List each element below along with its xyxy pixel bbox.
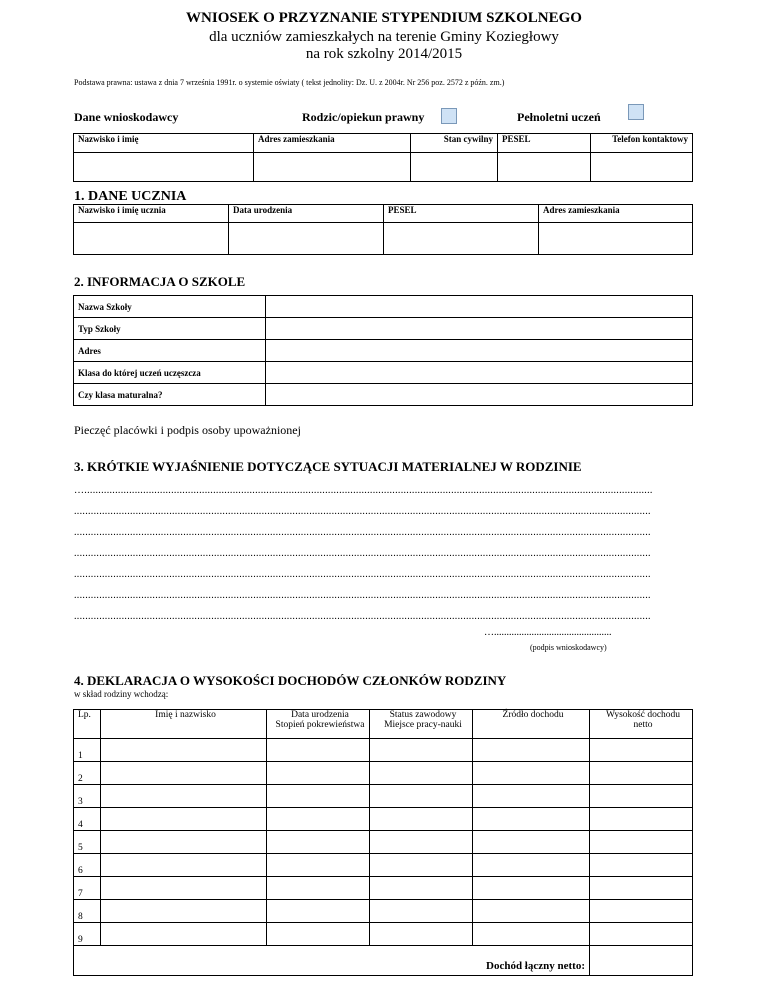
member-cell[interactable] <box>370 923 473 946</box>
school-table <box>73 295 693 406</box>
row-number: 2 <box>74 762 101 785</box>
col-relation-label: Stopień pokrewieństwa <box>275 720 365 730</box>
explanation-line[interactable]: …........................................................................................................................................................................................................... <box>74 485 653 496</box>
col-status-workplace <box>370 710 473 739</box>
member-cell[interactable] <box>267 739 370 762</box>
member-cell[interactable] <box>590 923 693 946</box>
col-full-name: Imię i nazwisko <box>101 710 267 739</box>
col-income-label: Wysokość dochodu <box>605 710 681 720</box>
member-cell[interactable] <box>101 785 267 808</box>
section1-title: 1. DANE UCZNIA <box>74 189 187 204</box>
applicant-name-field[interactable] <box>74 153 254 182</box>
member-cell[interactable] <box>101 831 267 854</box>
col-birth-label: Data urodzenia <box>291 710 349 720</box>
applicant-table <box>73 133 693 182</box>
member-cell[interactable] <box>267 877 370 900</box>
member-cell[interactable] <box>590 900 693 923</box>
member-cell[interactable] <box>590 808 693 831</box>
school-year: na rok szkolny 2014/2015 <box>305 46 463 62</box>
option-adult-label: Pełnoletni uczeń <box>517 110 601 124</box>
applicant-civil-status-field[interactable] <box>411 153 498 182</box>
member-cell[interactable] <box>101 739 267 762</box>
school-type-field[interactable] <box>266 318 693 340</box>
col-birth-date: Data urodzenia <box>229 205 384 223</box>
explanation-line[interactable]: .............................................................................................................................................................................................................. <box>74 569 651 580</box>
member-cell[interactable] <box>267 923 370 946</box>
col-name: Nazwisko i imię <box>74 134 254 153</box>
member-cell[interactable] <box>473 739 590 762</box>
option-parent-label: Rodzic/opiekun prawny <box>302 110 425 124</box>
signature-label: (podpis wnioskodawcy) <box>530 643 607 652</box>
total-income-label: Dochód łączny netto: <box>74 946 590 976</box>
col-student-name: Nazwisko i imię ucznia <box>74 205 229 223</box>
class-label: Klasa do której uczeń uczęszcza <box>74 362 266 384</box>
explanation-line[interactable]: .............................................................................................................................................................................................................. <box>74 611 651 622</box>
col-net-label: netto <box>633 720 653 730</box>
member-cell[interactable] <box>267 831 370 854</box>
school-name-field[interactable] <box>266 296 693 318</box>
explanation-line[interactable]: .............................................................................................................................................................................................................. <box>74 527 651 538</box>
explanation-line[interactable]: .............................................................................................................................................................................................................. <box>74 590 651 601</box>
section4-title: 4. DEKLARACJA O WYSOKOŚCI DOCHODÓW CZŁONKÓW RODZINY <box>74 673 507 688</box>
col-student-pesel: PESEL <box>384 205 539 223</box>
row-number: 5 <box>74 831 101 854</box>
explanation-line[interactable]: .............................................................................................................................................................................................................. <box>74 506 651 517</box>
applicant-pesel-field[interactable] <box>498 153 591 182</box>
col-pesel: PESEL <box>498 134 591 153</box>
member-cell[interactable] <box>590 762 693 785</box>
col-lp: Lp. <box>74 710 101 739</box>
member-cell[interactable] <box>370 854 473 877</box>
explanation-line[interactable]: .............................................................................................................................................................................................................. <box>74 548 651 559</box>
member-cell[interactable] <box>473 808 590 831</box>
col-workplace-label: Miejsce pracy-nauki <box>384 720 462 730</box>
parent-checkbox[interactable] <box>441 108 457 124</box>
member-cell[interactable] <box>473 762 590 785</box>
member-cell[interactable] <box>101 877 267 900</box>
student-name-field[interactable] <box>74 223 229 255</box>
member-cell[interactable] <box>473 854 590 877</box>
col-income-source: Źródło dochodu <box>473 710 590 739</box>
school-name-label: Nazwa Szkoły <box>74 296 266 318</box>
row-number: 4 <box>74 808 101 831</box>
student-birth-field[interactable] <box>229 223 384 255</box>
col-status-label: Status zawodowy <box>389 710 457 720</box>
member-cell[interactable] <box>370 808 473 831</box>
member-cell[interactable] <box>101 900 267 923</box>
row-number: 7 <box>74 877 101 900</box>
member-cell[interactable] <box>370 762 473 785</box>
col-phone: Telefon kontaktowy <box>591 134 693 153</box>
form-title: WNIOSEK O PRZYZNANIE STYPENDIUM SZKOLNEGO <box>186 10 582 26</box>
member-cell[interactable] <box>473 877 590 900</box>
member-cell[interactable] <box>370 831 473 854</box>
adult-student-checkbox[interactable] <box>628 104 644 120</box>
row-number: 1 <box>74 739 101 762</box>
section2-title: 2. INFORMACJA O SZKOLE <box>74 274 246 289</box>
school-address-label: Adres <box>74 340 266 362</box>
member-cell[interactable] <box>473 831 590 854</box>
row-number: 6 <box>74 854 101 877</box>
member-cell[interactable] <box>267 762 370 785</box>
member-cell[interactable] <box>473 923 590 946</box>
member-cell[interactable] <box>590 785 693 808</box>
student-address-field[interactable] <box>539 223 693 255</box>
member-cell[interactable] <box>590 739 693 762</box>
member-cell[interactable] <box>267 854 370 877</box>
member-cell[interactable] <box>267 900 370 923</box>
student-table <box>73 204 693 255</box>
member-cell[interactable] <box>101 854 267 877</box>
total-income-field[interactable] <box>590 946 693 976</box>
col-address: Adres zamieszkania <box>254 134 411 153</box>
row-number: 8 <box>74 900 101 923</box>
final-class-field[interactable] <box>266 384 693 406</box>
member-cell[interactable] <box>590 877 693 900</box>
applicant-phone-field[interactable] <box>591 153 693 182</box>
class-field[interactable] <box>266 362 693 384</box>
member-cell[interactable] <box>473 900 590 923</box>
school-type-label: Typ Szkoły <box>74 318 266 340</box>
member-cell[interactable] <box>267 808 370 831</box>
final-class-label: Czy klasa maturalna? <box>74 384 266 406</box>
legal-basis: Podstawa prawna: ustawa z dnia 7 września 1991r. o systemie oświaty ( tekst jednolity: Dz. U. z 2004r. Nr 256 poz. 2572 z późn. zm.) <box>74 78 505 87</box>
member-cell[interactable] <box>370 785 473 808</box>
section4-subtitle: w skład rodziny wchodzą: <box>74 689 169 699</box>
col-net-income <box>590 710 693 739</box>
member-cell[interactable] <box>473 785 590 808</box>
member-cell[interactable] <box>590 831 693 854</box>
member-cell[interactable] <box>101 762 267 785</box>
member-cell[interactable] <box>267 785 370 808</box>
school-address-field[interactable] <box>266 340 693 362</box>
member-cell[interactable] <box>370 877 473 900</box>
form-subtitle: dla uczniów zamieszkałych na terenie Gminy Koziegłowy <box>209 29 559 45</box>
member-cell[interactable] <box>590 854 693 877</box>
family-table <box>73 709 693 976</box>
col-birth-relation <box>267 710 370 739</box>
col-student-address: Adres zamieszkania <box>539 205 693 223</box>
applicant-address-field[interactable] <box>254 153 411 182</box>
row-number: 3 <box>74 785 101 808</box>
applicant-label: Dane wnioskodawcy <box>74 110 179 124</box>
row-number: 9 <box>74 923 101 946</box>
section3-title: 3. KRÓTKIE WYJAŚNIENIE DOTYCZĄCE SYTUACJI MATERIALNEJ W RODZINIE <box>74 459 582 474</box>
signature-line[interactable]: …............................................... <box>484 627 612 638</box>
stamp-note: Pieczęć placówki i podpis osoby upoważnionej <box>74 423 301 437</box>
member-cell[interactable] <box>101 808 267 831</box>
member-cell[interactable] <box>370 739 473 762</box>
student-pesel-field[interactable] <box>384 223 539 255</box>
col-civil-status: Stan cywilny <box>411 134 498 153</box>
member-cell[interactable] <box>370 900 473 923</box>
member-cell[interactable] <box>101 923 267 946</box>
